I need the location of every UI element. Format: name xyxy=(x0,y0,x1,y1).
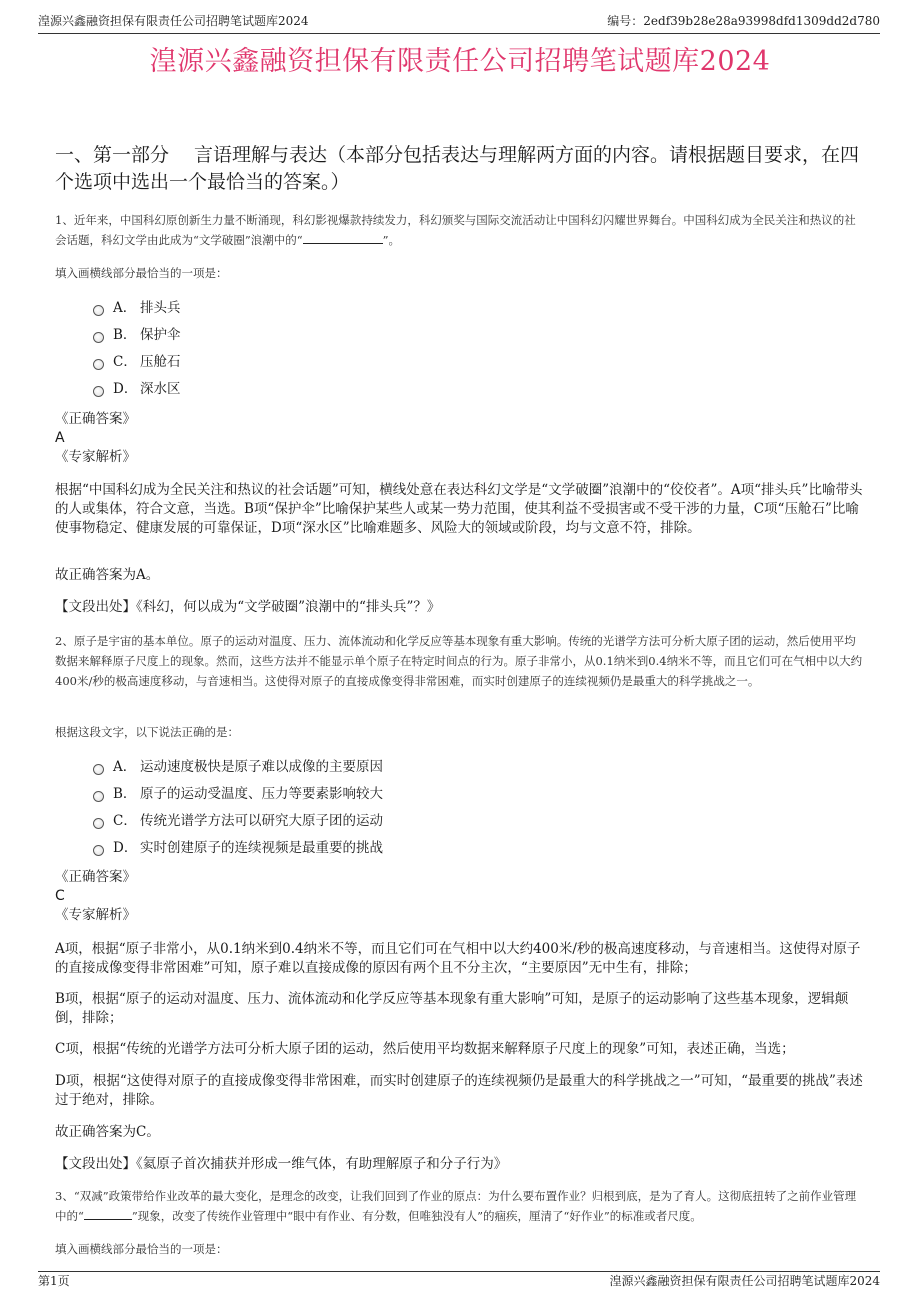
fill-blank xyxy=(84,1219,132,1220)
option-text: 实时创建原子的连续视频是最重要的挑战 xyxy=(140,840,383,856)
question-2-option-d[interactable] xyxy=(93,839,383,857)
option-text: 压舱石 xyxy=(140,354,181,370)
source-citation: 【文段出处】《科幻，何以成为“文学破圈”浪潮中的“排头兵”？》 xyxy=(55,599,441,615)
option-letter: B． xyxy=(113,327,137,343)
page-footer xyxy=(38,1271,880,1292)
option-letter: C． xyxy=(113,354,137,370)
fill-blank xyxy=(303,243,383,244)
question-3-stem-end: ”现象，改变了传统作业管理中“眼中有作业、有分数，但唯独没有人”的痼疾，厘清了“好作业”的标准或者尺度。 xyxy=(131,1209,702,1223)
option-letter: A． xyxy=(113,300,137,316)
option-text: 原子的运动受温度、压力等要素影响较大 xyxy=(140,786,383,802)
option-letter: A． xyxy=(113,759,137,775)
radio-button-icon[interactable] xyxy=(93,359,104,370)
analysis-label: 《专家解析》 xyxy=(55,907,136,923)
analysis-option-d: D项，根据“这使得对原子的直接成像变得非常困难，而实时创建原子的连续视频仍是最重大的科学挑战之一”可知，“最重要的挑战”表述过于绝对，排除。 xyxy=(55,1073,863,1108)
footer-doc-name: 湟源兴鑫融资担保有限责任公司招聘笔试题库2024 xyxy=(609,1274,880,1288)
correct-answer: C xyxy=(55,888,65,904)
question-1-stem-end: ”。 xyxy=(382,233,401,247)
radio-button-icon[interactable] xyxy=(93,386,104,397)
option-letter: D． xyxy=(113,840,138,856)
analysis-option-b: B项，根据“原子的运动对温度、压力、流体流动和化学反应等基本现象有重大影响”可知，是原子的运动影响了这些基本现象，逻辑颠倒，排除； xyxy=(55,991,849,1026)
header-doc-name: 湟源兴鑫融资担保有限责任公司招聘笔试题库2024 xyxy=(38,14,309,28)
question-2-option-c[interactable] xyxy=(93,812,383,830)
analysis-option-a: A项，根据“原子非常小，从0.1纳米到0.4纳米不等，而且它们可在气相中以大约400米/秒的极高速度移动，与音速相当。这使得对原子的直接成像变得非常困难”可知，原子难以直接成像的原因有两个且不分主次，“主要原因”无中生有，排除； xyxy=(55,941,861,976)
question-1-stem-text: 1、近年来，中国科幻原创新生力量不断涌现，科幻影视爆款持续发力，科幻颁奖与国际交流活动让中国科幻闪耀世界舞台。中国科幻成为全民关注和热议的社会话题，科幻文学由此成为“文学破圈”浪潮中的“ xyxy=(55,213,856,247)
radio-button-icon[interactable] xyxy=(93,845,104,856)
question-2-option-b[interactable] xyxy=(93,785,383,803)
question-1-option-a[interactable] xyxy=(93,299,181,317)
header-doc-id: 编号：2edf39b28e28a93998dfd1309dd2d780 xyxy=(607,14,880,28)
radio-button-icon[interactable] xyxy=(93,764,104,775)
question-1-prompt: 填入画横线部分最恰当的一项是： xyxy=(55,266,228,280)
question-2-stem: 2、原子是宇宙的基本单位。原子的运动对温度、压力、流体流动和化学反应等基本现象有重大影响。传统的光谱学方法可分析大原子团的运动，然后使用平均数据来解释原子尺度上的现象。然而，这些方法并不能显示单个原子在特定时间点的行为。原子非常小，从0.1纳米到0.4纳米不等，而且它们可在气相中以大约400米/秒的极高速度移动，与音速相当。这使得对原子的直接成像变得非常困难，而实时创建原子的连续视频仍是最重大的科学挑战之一。 xyxy=(55,634,863,688)
document-title: 湟源兴鑫融资担保有限责任公司招聘笔试题库2024 xyxy=(149,46,771,77)
question-2-prompt: 根据这段文字，以下说法正确的是： xyxy=(55,725,239,739)
option-text: 保护伞 xyxy=(140,327,181,343)
radio-button-icon[interactable] xyxy=(93,332,104,343)
radio-button-icon[interactable] xyxy=(93,818,104,829)
question-1-option-d[interactable] xyxy=(93,380,181,398)
question-1-stem xyxy=(55,210,865,250)
option-text: 深水区 xyxy=(140,381,181,397)
analysis-option-c: C项，根据“传统的光谱学方法可分析大原子团的运动，然后使用平均数据来解释原子尺度上的现象”可知，表述正确，当选； xyxy=(55,1041,795,1057)
question-1-option-b[interactable] xyxy=(93,326,181,344)
conclusion: 故正确答案为A。 xyxy=(55,567,160,583)
question-3-prompt: 填入画横线部分最恰当的一项是： xyxy=(55,1242,228,1256)
section-heading: 一、第一部分 言语理解与表达（本部分包括表达与理解两方面的内容。请根据题目要求，在四个选项中选出一个最恰当的答案。） xyxy=(55,144,860,193)
question-1-option-c[interactable] xyxy=(93,353,181,371)
radio-button-icon[interactable] xyxy=(93,305,104,316)
option-text: 运动速度极快是原子难以成像的主要原因 xyxy=(140,759,383,775)
answer-label: 《正确答案》 xyxy=(55,869,136,885)
option-letter: B． xyxy=(113,786,137,802)
question-2-option-a[interactable] xyxy=(93,758,383,776)
correct-answer: A xyxy=(55,430,65,446)
page-number: 第1页 xyxy=(38,1274,70,1288)
radio-button-icon[interactable] xyxy=(93,791,104,802)
analysis-paragraph: 根据“中国科幻成为全民关注和热议的社会话题”可知，横线处意在表达科幻文学是“文学破圈”浪潮中的“佼佼者”。A项“排头兵”比喻带头的人或集体，符合文意，当选。B项“保护伞”比喻保护某些人或某一势力范围，使其利益不受损害或不受干涉的力量，C项“压舱石”比喻使事物稳定、健康发展的可靠保证，D项“深水区”比喻难题多、风险大的领域或阶段，均与文意不符，排除。 xyxy=(55,482,863,536)
option-letter: D． xyxy=(113,381,138,397)
option-letter: C． xyxy=(113,813,137,829)
answer-label: 《正确答案》 xyxy=(55,411,136,427)
analysis-label: 《专家解析》 xyxy=(55,449,136,465)
conclusion: 故正确答案为C。 xyxy=(55,1124,160,1140)
option-text: 排头兵 xyxy=(140,300,181,316)
page-header xyxy=(38,13,880,34)
question-3-stem xyxy=(55,1186,865,1226)
option-text: 传统光谱学方法可以研究大原子团的运动 xyxy=(140,813,383,829)
source-citation: 【文段出处】《氦原子首次捕获并形成一维气体，有助理解原子和分子行为》 xyxy=(55,1156,508,1172)
question-3-stem-text: 3、“双减”政策带给作业改革的最大变化，是理念的改变，让我们回到了作业的原点：为什么要布置作业？归根到底，是为了育人。这彻底扭转了之前作业管理中的“ xyxy=(55,1189,857,1223)
